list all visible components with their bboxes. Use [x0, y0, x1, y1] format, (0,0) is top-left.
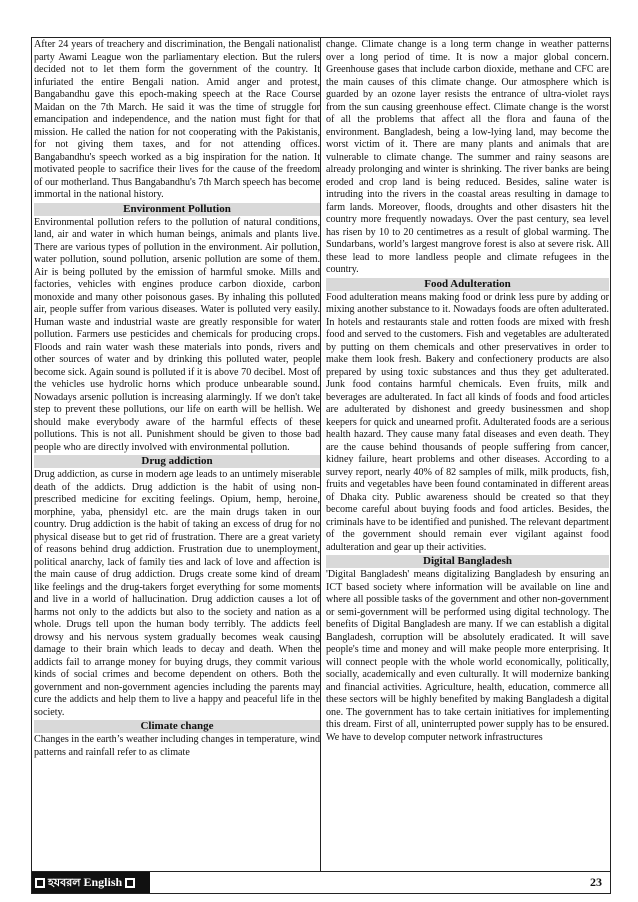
- climate-change-paragraph-continued: change. Climate change is a long term change in weather patterns over a long period of time. It is now a major global concern. Greenhouse gases that include carbon dioxide, methane and CFC are the main causes of this climate change. Our atmosphere which is guarded by an ozone layer resists the entrance of ultra-violet rays from the sun causing greenhouse effect. Climate change is the worst of all the problems that affect all the flora and fauna of the environment. Bangladesh, being a low-lying land, may become the worst victim of it. There are many plants and animals that are vulnerable to climate change. The summer and rainy seasons are already prolonging and winter is shrinking. The river banks are being eroded and crop land is being reduced. Besides, saline water is intruding into the rivers in the coastal areas resulting in damage to farm lands. Moreover, floods, droughts and other disasters hit the country more frequently nowadays. Over the past century, sea level has risen by 10 to 20 centimetres as a result of global warming. The Sundarbans, world’s largest mangrove forest is also at severe risk. All these lead to more landless people and climate refugees in the country.: [326, 39, 609, 275]
- brand-english-text: English: [83, 875, 123, 889]
- section-title-digital-bangladesh: Digital Bangladesh: [326, 555, 609, 568]
- brand-bengali-text: হযবরল: [48, 876, 81, 889]
- section-title-environment-pollution: Environment Pollution: [34, 203, 320, 216]
- speech-paragraph: After 24 years of treachery and discrimination, the Bengali nationalist party Awami League won the parliamentary election. But the rulers decided not to let them form the government of the country. It infuriated the entire Bengali nation. Amid anger and protest, Bangabandhu gave this epoch-making speech at the Race Course Maidan on the 7th March. He said it was the time of struggle for emancipation and independence, and the nation must fight for that mission. He called the nation for not cooperating with the Pakistanis, for not giving them taxes, and for not attending offices. Bangabandhu's speech worked as a big inspiration for the nation. It motivated people to sacrifice their lives for the cause of the freedom of our motherland. Thus Bangabandhu's 7th March speech has become immortal in the national history.: [34, 39, 320, 200]
- section-title-food-adulteration: Food Adulteration: [326, 278, 609, 291]
- logo-block-icon: [35, 878, 45, 888]
- section-title-drug-addiction: Drug addiction: [34, 455, 320, 468]
- left-column: [34, 39, 320, 759]
- climate-change-paragraph-start: Changes in the earth’s weather including changes in temperature, wind patterns and rainfall refer to as climate: [34, 734, 320, 758]
- drug-addiction-paragraph: Drug addiction, as curse in modern age leads to an untimely miserable death of the addicts. Drug addiction is the habit of using non-prescribed medicine for exciting feelings. Opium, hemp, heroine, morphine, yaba, phensidyl etc. are the main drugs taken in our country. Drug addiction is the habit of taking an excess of drug for no physical disease but to get rid of frustration. There are a great variety of reasons behind drug addiction. Frustration due to unemployment, political anarchy, lack of family ties and lack of love and affection is the main cause of drug addiction. Drugs create some kind of dream like feelings and the drug-takers forget everything for some moments and live in a world of hallucination. Drug addiction causes a lot of harms not only to the addicts but also to the society and nation as a whole. Drugs tell upon the human body terribly. The addicts feel drowsy and his nervous system gradually becomes weak causing damage to their brain which leads to decay and death. When the addicts fail to arrange money for buying drugs, they commit various kinds of social crimes and become dependent on others. Both the government and non-government agencies including the parents may cure the addicts and help them to live a happy and peaceful life in the society.: [34, 469, 320, 718]
- environment-pollution-paragraph: Environmental pollution refers to the pollution of natural conditions, land, air and water in which human beings, animals and plants live. There are various types of pollution in the environment. Air pollution, water pollution, sound pollution, arsenic pollution are some of them. Air is being polluted by the emission of harmful smoke. Mills and factories, vehicles with engines produce carbon dioxide, carbon monoxide and many other poisonous gases. By inhaling this polluted air, people suffer from various diseases. Water is polluted very easily. Human waste and industrial waste are greatly responsible for water pollution. Farmers use pesticides and chemicals for producing crops. Floods and rain water wash these materials into ponds, rivers and other sources of water and by drinking this polluted water, people become sick. Again sound is polluted if it is above 70 decibel. Most of the vehicles use hydrolic horns which produce unbearable sound. Nowadays arsenic pollution is increasing alarmingly. If we don't take step to prevent these pollutions, our life on earth will be hellish. We should make everybody aware of the harmful effects of these pollutions. This is not all. Punishment should be given to those bad people who are directly involved with environmental pollution.: [34, 216, 320, 453]
- page-footer: [31, 872, 611, 894]
- page-number: 23: [590, 875, 602, 889]
- digital-bangladesh-paragraph: 'Digital Bangladesh' means digitalizing Bangladesh by ensuring an ICT based society where information will be available on line and where all possible tasks of the government and other non-government or semi-government will be performed using digital technology. The benefits of Digital Bangladesh are many. If we can establish a digital Bangladesh, corruption will be absolutely eradicated. It will save people's time and money and will make people more enterprising. It will connect people with the whole world economically, politically, socially, academically and even culturally. It will modernize banking and financial activities. Agriculture, health, education, commerce all these sectors will be highly benefited by making Bangladesh a digital one. The government has to take certain initiatives for implementing this dream. First of all, uninterrupted power supply has to be ensured. We have to develop computer network infrastructures: [326, 569, 609, 743]
- food-adulteration-paragraph: Food adulteration means making food or drink less pure by adding or mixing another substance to it. Nowadays foods are often adulterated. In hotels and restaurants stale and rotten foods are mixed with fresh food and served to the customers. Fish and vegetables are adulterated by putting on them chemicals and other preservatives in order to make them look fresh. Bakery and confectionery products are also prepared by using toxic substances and thus they get adulterated. Junk food contains harmful chemicals. Even fruits, milk and beverages are adulterated. In fact all kinds of foods and food articles are adulterated by dishonest and greedy businessmen and shop keepers for quick and unearned profit. Adulterated foods are a serious health hazard. They cause many fatal diseases and even death. They are the cause behind thousands of people suffering from cancer, kidney failure, heart problems and other diseases. According to a survey report, nearly 40% of 82 samples of milk, milk products, fish, fruits and vegetables have been found contaminated in different areas of Dhaka city. Public awareness should be created so that they become careful about buying foods and food articles. Besides, the criminals have to be identified and punished. The relevant department of the government should remain ever vigilant against food adulteration and gear up their activities.: [326, 291, 609, 553]
- column-divider: [320, 37, 321, 872]
- logo-block-icon: [125, 878, 135, 888]
- right-column: [326, 39, 609, 744]
- brand-logo: [32, 872, 150, 893]
- section-title-climate-change: Climate change: [34, 720, 320, 733]
